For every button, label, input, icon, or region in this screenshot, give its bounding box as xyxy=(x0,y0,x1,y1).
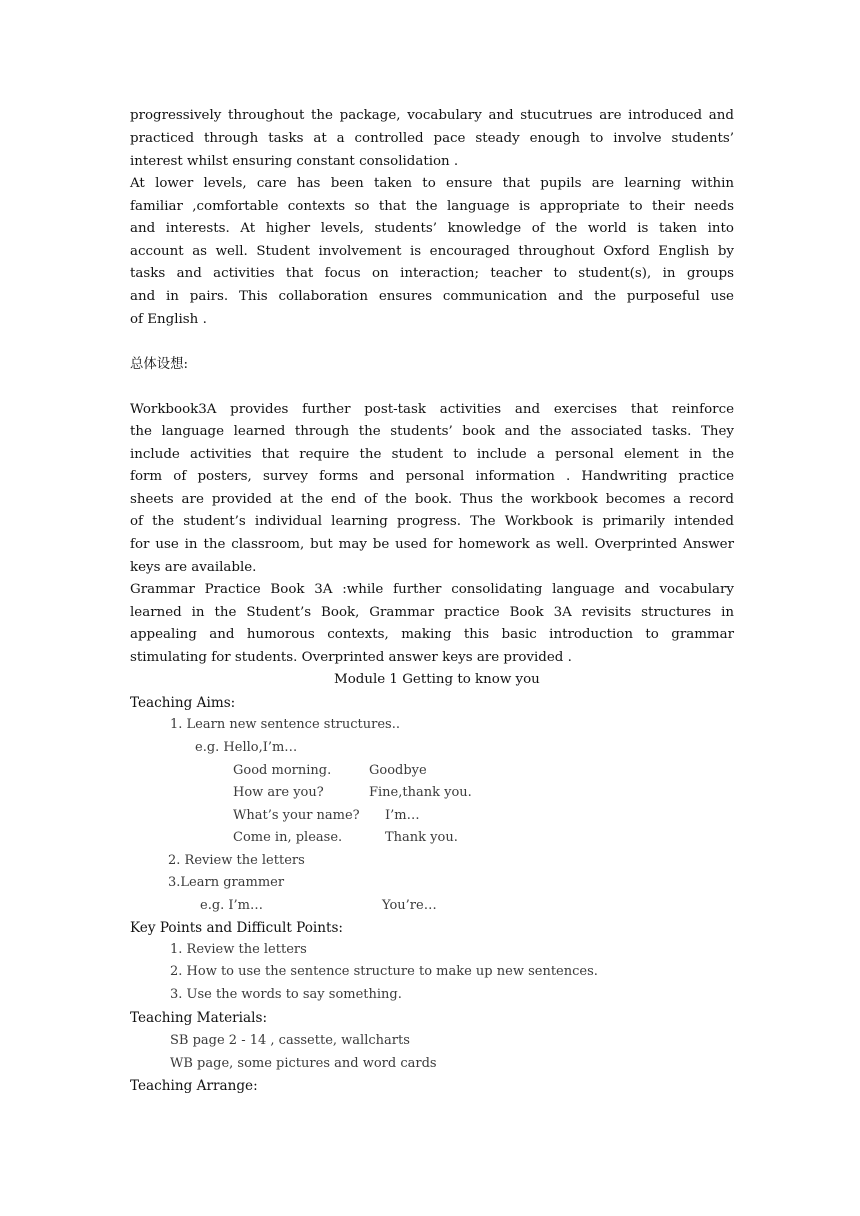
key-point-item: 1. Review the letters xyxy=(170,942,307,957)
workbook-line-7: for use in the classroom, but may be used for homework as well. Overprinted Answer xyxy=(130,537,734,552)
arrange-heading: Teaching Arrange: xyxy=(130,1078,258,1094)
intro-line-2: practiced through tasks at a controlled pace steady enough to involve students’ xyxy=(130,131,734,146)
aims-item-3: 3.Learn grammer xyxy=(168,875,285,890)
intro-line-1: progressively throughout the package, vocabulary and stucutrues are introduced and xyxy=(130,108,734,123)
aims-example-1: e.g. Hello,I’m… xyxy=(195,740,298,755)
workbook-line-5: sheets are provided at the end of the book. Thus the workbook becomes a record xyxy=(130,492,734,507)
aims-example-2a: e.g. I’m… xyxy=(200,898,264,913)
key-points-heading: Key Points and Difficult Points: xyxy=(130,920,344,936)
key-point-item: 2. How to use the sentence structure to make up new sentences. xyxy=(170,964,598,979)
para2-line-3: and interests. At higher levels, students’ knowledge of the world is taken into xyxy=(130,221,734,236)
workbook-line-1: Workbook3A provides further post-task activities and exercises that reinforce xyxy=(130,402,734,417)
grammar-line-3: appealing and humorous contexts, making this basic introduction to grammar xyxy=(130,627,734,642)
para2-line-1: At lower levels, care has been taken to ensure that pupils are learning within xyxy=(130,176,734,191)
pair-1-right: Goodbye xyxy=(369,763,427,778)
teaching-aims-heading: Teaching Aims: xyxy=(130,695,236,711)
intro-line-3: interest whilst ensuring constant consolidation . xyxy=(130,154,459,169)
workbook-line-2: the language learned through the students’ book and the associated tasks. They xyxy=(130,424,734,439)
para2-line-6: and in pairs. This collaboration ensures communication and the purposeful use xyxy=(130,289,734,304)
pair-2-right: Fine,thank you. xyxy=(369,785,472,800)
pair-4-right: Thank you. xyxy=(385,830,458,845)
workbook-line-8: keys are available. xyxy=(130,560,257,575)
pair-3-left: What’s your name? xyxy=(233,808,360,823)
para2-line-2: familiar ,comfortable contexts so that the language is appropriate to their needs xyxy=(130,199,734,214)
grammar-line-1: Grammar Practice Book 3A :while further consolidating language and vocabulary xyxy=(130,582,734,597)
grammar-line-4: stimulating for students. Overprinted answer keys are provided . xyxy=(130,650,572,665)
aims-example-2b: You’re… xyxy=(382,898,437,913)
grammar-line-2: learned in the Student’s Book, Grammar practice Book 3A revisits structures in xyxy=(130,605,734,620)
pair-4-left: Come in, please. xyxy=(233,830,343,845)
workbook-line-6: of the student’s individual learning progress. The Workbook is primarily intended xyxy=(130,514,734,529)
key-point-item: 3. Use the words to say something. xyxy=(170,987,402,1002)
material-item: WB page, some pictures and word cards xyxy=(170,1056,437,1071)
para2-line-4: account as well. Student involvement is encouraged throughout Oxford English by xyxy=(130,244,734,259)
pair-2-left: How are you? xyxy=(233,785,324,800)
module-title: Module 1 Getting to know you xyxy=(334,672,540,687)
materials-heading: Teaching Materials: xyxy=(130,1010,268,1026)
pair-1-left: Good morning. xyxy=(233,763,332,778)
workbook-line-4: form of posters, survey forms and personal information . Handwriting practice xyxy=(130,469,734,484)
para2-line-7: of English . xyxy=(130,312,207,327)
para2-line-5: tasks and activities that focus on interaction; teacher to student(s), in groups xyxy=(130,266,734,281)
material-item: SB page 2 - 14 , cassette, wallcharts xyxy=(170,1033,410,1048)
pair-3-right: I’m… xyxy=(385,808,420,823)
aims-item-1: 1. Learn new sentence structures.. xyxy=(170,717,400,732)
aims-item-2: 2. Review the letters xyxy=(168,853,305,868)
overall-heading: 总体设想: xyxy=(130,357,189,372)
workbook-line-3: include activities that require the student to include a personal element in the xyxy=(130,447,734,462)
